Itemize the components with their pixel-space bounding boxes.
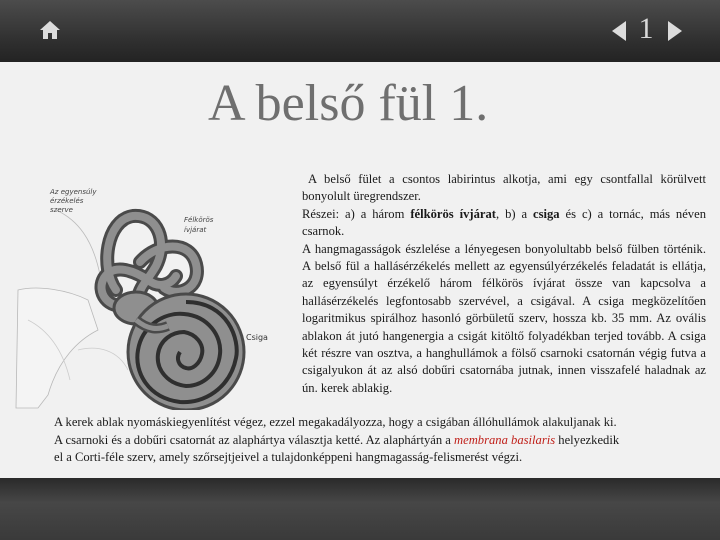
bottom-text-block xyxy=(54,414,694,467)
paragraph-pitch-perception: A hangmagasságok észlelése a lényegesen bonyolultabb belső fülben történik. A belső fül a hallásérzékelés mellett az egyensúlyérzékelés feladatát is ellátja, az egyensúlyt érzékelő három félkörös ívjárat össze van kapcsolva a hallásérzékelés legfontosabb szervével, a csigával. A csiga megközelítően logaritmikus spirálhoz hasonló görbületű szerv, hossza kb. 35 mm. Az ovális ablakon át jutó hangenergia a csigát kitöltő folyadékban terjed tovább. A csiga két részre van osztva, a hanghullámok a fölső csarnoki csatornán végig futva a csigalyukon át az alsó dobűri csatornába jutnak, innen visszafelé haladnak az ún. kerek ablakig. xyxy=(302,241,706,395)
label-semicircular-canals-line1: Félkörös xyxy=(184,216,214,224)
slide-title: A belső fül 1. xyxy=(208,75,489,132)
bottom-bar xyxy=(0,478,720,540)
paragraph-labyrinth: A belső fület a csontos labirintus alkotja, ami egy csontfallal körülvett bonyolult üregrendszer. xyxy=(302,172,706,204)
label-equilibrium-line1: Az egyensúly xyxy=(50,188,97,196)
term-semicircular-canal: félkörös ívjárat xyxy=(410,206,496,221)
label-equilibrium-line3: szerve xyxy=(50,206,73,214)
paragraph-parts xyxy=(302,206,706,241)
top-bar xyxy=(0,0,720,62)
paragraph-corti-organ: el a Corti-féle szerv, amely szőrsejtjeivel a tulajdonképpeni hangmagasság-felismerést végzi. xyxy=(54,450,523,464)
inner-ear-diagram xyxy=(8,180,298,410)
term-cochlea: csiga xyxy=(533,206,560,221)
paragraph-basilar-membrane xyxy=(54,432,694,450)
main-text-block xyxy=(302,171,706,397)
text-segment: Részei: a) a három xyxy=(302,206,411,221)
label-semicircular-canals-line2: ívjárat xyxy=(184,226,207,234)
slide-navigation xyxy=(608,12,688,46)
home-icon[interactable] xyxy=(38,18,62,42)
paragraph-round-window: A kerek ablak nyomáskiegyenlítést végez, ezzel megakadályozza, hogy a csigában állóhullámok alakuljanak ki. xyxy=(54,415,617,429)
label-cochlea: Csiga xyxy=(246,333,268,342)
term-membrana-basilaris: membrana basilaris xyxy=(454,432,556,447)
arrow-right-icon[interactable] xyxy=(664,19,686,43)
text-segment: , b) a xyxy=(496,206,534,221)
arrow-left-icon[interactable] xyxy=(608,19,630,43)
text-segment: A csarnoki és a dobűri csatornát az alaphártya választja ketté. Az alaphártyán a xyxy=(54,432,455,447)
text-segment: és c) a tornác, más néven csarnok. xyxy=(302,206,706,239)
page-number: 1 xyxy=(638,12,654,45)
label-equilibrium-line2: érzékelés xyxy=(50,197,84,205)
text-segment: helyezkedik xyxy=(555,432,620,447)
